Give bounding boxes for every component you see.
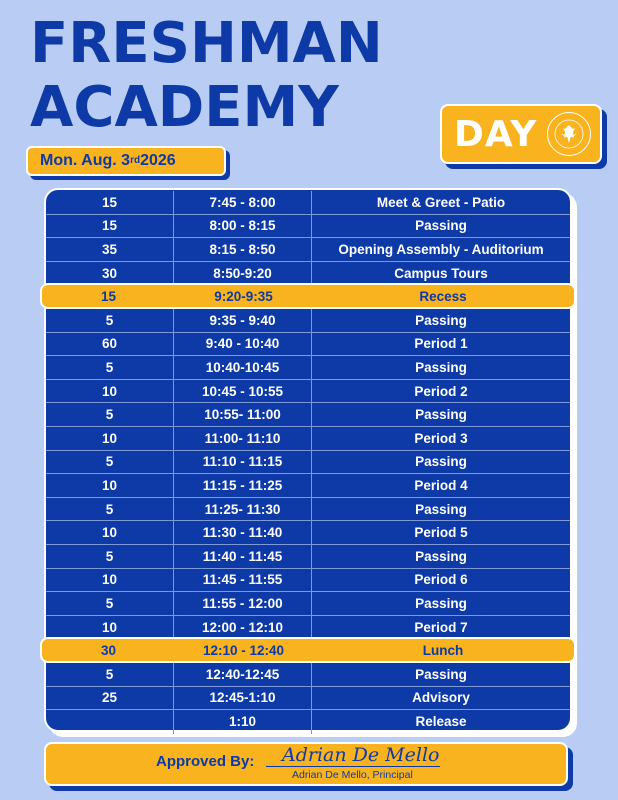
activity-cell: Passing xyxy=(415,407,467,423)
day-label: DAY xyxy=(454,113,538,155)
minutes-cell: 15 xyxy=(100,288,117,304)
activity-cell: Passing xyxy=(415,312,467,328)
table-row xyxy=(46,451,570,475)
activity-cell: Passing xyxy=(415,359,467,375)
table-row xyxy=(40,637,576,663)
minutes-cell: 60 xyxy=(46,333,174,356)
activity-cell: Passing xyxy=(415,218,467,234)
title-line-2: ACADEMY xyxy=(30,75,339,140)
activity-cell: Passing xyxy=(415,548,467,564)
activity-cell: Passing xyxy=(415,666,467,682)
minutes-cell: 5 xyxy=(46,309,174,332)
minutes-cell: 5 xyxy=(46,403,174,426)
time-cell: 1:10 xyxy=(174,710,312,734)
time-cell: 12:40-12:45 xyxy=(174,663,312,686)
table-row xyxy=(46,687,570,711)
time-cell: 9:40 - 10:40 xyxy=(174,333,312,356)
minutes-cell: 30 xyxy=(100,642,117,658)
table-row xyxy=(46,521,570,545)
minutes-cell: 10 xyxy=(46,569,174,592)
activity-cell: Period 1 xyxy=(414,336,468,352)
table-row xyxy=(46,238,570,262)
minutes-cell: 10 xyxy=(46,521,174,544)
minutes-cell: 5 xyxy=(46,356,174,379)
activity-cell: Opening Assembly - Auditorium xyxy=(338,241,544,257)
table-row xyxy=(46,309,570,333)
date-prefix: Mon. Aug. 3 xyxy=(40,152,131,169)
minutes-cell: 15 xyxy=(46,215,174,238)
principal-name: Adrian De Mello, Principal xyxy=(292,769,413,781)
minutes-cell: 5 xyxy=(46,545,174,568)
table-row xyxy=(46,403,570,427)
activity-cell: Passing xyxy=(415,595,467,611)
minutes-cell: 5 xyxy=(46,451,174,474)
minutes-cell: 10 xyxy=(46,427,174,450)
table-row xyxy=(46,545,570,569)
time-cell: 7:45 - 8:00 xyxy=(174,191,312,214)
activity-cell: Release xyxy=(415,714,467,730)
activity-cell: Period 4 xyxy=(414,477,468,493)
table-row xyxy=(40,283,576,309)
activity-cell: Period 5 xyxy=(414,525,468,541)
minutes-cell: 25 xyxy=(46,687,174,710)
minutes-cell: 15 xyxy=(46,191,174,214)
table-row xyxy=(46,191,570,215)
time-cell: 11:15 - 11:25 xyxy=(174,474,312,497)
activity-cell: Recess xyxy=(419,288,467,304)
activity-cell: Lunch xyxy=(422,642,464,658)
time-cell: 11:40 - 11:45 xyxy=(174,545,312,568)
day-badge xyxy=(440,104,602,164)
time-cell: 12:10 - 12:40 xyxy=(202,642,285,658)
minutes-cell: 5 xyxy=(46,498,174,521)
table-row xyxy=(46,592,570,616)
table-row xyxy=(46,498,570,522)
approved-by-label: Approved By: xyxy=(156,753,255,770)
minutes-cell: 5 xyxy=(46,663,174,686)
activity-cell: Meet & Greet - Patio xyxy=(376,194,506,210)
table-row xyxy=(46,380,570,404)
time-cell: 11:55 - 12:00 xyxy=(174,592,312,615)
time-cell: 12:00 - 12:10 xyxy=(174,616,312,639)
table-row xyxy=(46,427,570,451)
minutes-cell: 10 xyxy=(46,616,174,639)
minutes-cell: 5 xyxy=(46,592,174,615)
minutes-cell: 30 xyxy=(46,262,174,285)
signature-line xyxy=(266,766,440,767)
activity-cell: Campus Tours xyxy=(394,265,488,281)
table-row xyxy=(46,262,570,286)
table-row xyxy=(46,474,570,498)
date-badge: Mon. Aug. 3 rd 2026 xyxy=(26,146,226,176)
time-cell: 10:45 - 10:55 xyxy=(174,380,312,403)
schedule-table xyxy=(44,188,572,732)
time-cell: 11:45 - 11:55 xyxy=(174,569,312,592)
time-cell: 11:10 - 11:15 xyxy=(174,451,312,474)
time-cell: 10:55- 11:00 xyxy=(174,403,312,426)
minutes-cell: 35 xyxy=(46,238,174,261)
time-cell: 8:50-9:20 xyxy=(174,262,312,285)
title-line-1: FRESHMAN xyxy=(30,11,383,76)
table-row xyxy=(46,710,570,734)
school-seal-icon xyxy=(547,112,591,156)
activity-cell: Period 3 xyxy=(414,430,468,446)
time-cell: 11:25- 11:30 xyxy=(174,498,312,521)
activity-cell: Period 7 xyxy=(414,619,468,635)
minutes-cell xyxy=(46,710,174,734)
table-row xyxy=(46,569,570,593)
time-cell: 11:30 - 11:40 xyxy=(174,521,312,544)
table-row xyxy=(46,663,570,687)
activity-cell: Period 6 xyxy=(414,572,468,588)
activity-cell: Period 2 xyxy=(414,383,468,399)
approval-box xyxy=(44,742,568,786)
time-cell: 8:00 - 8:15 xyxy=(174,215,312,238)
time-cell: 9:35 - 9:40 xyxy=(174,309,312,332)
table-row xyxy=(46,616,570,640)
activity-cell: Advisory xyxy=(412,690,470,706)
date-year: 2026 xyxy=(140,152,176,169)
activity-cell: Passing xyxy=(415,501,467,517)
signature: Adrian De Mello xyxy=(282,744,440,766)
time-cell: 10:40-10:45 xyxy=(174,356,312,379)
time-cell: 11:00- 11:10 xyxy=(174,427,312,450)
table-row xyxy=(46,215,570,239)
time-cell: 12:45-1:10 xyxy=(174,687,312,710)
time-cell: 9:20-9:35 xyxy=(214,288,273,304)
table-row xyxy=(46,333,570,357)
time-cell: 8:15 - 8:50 xyxy=(174,238,312,261)
minutes-cell: 10 xyxy=(46,474,174,497)
activity-cell: Passing xyxy=(415,454,467,470)
table-row xyxy=(46,356,570,380)
minutes-cell: 10 xyxy=(46,380,174,403)
